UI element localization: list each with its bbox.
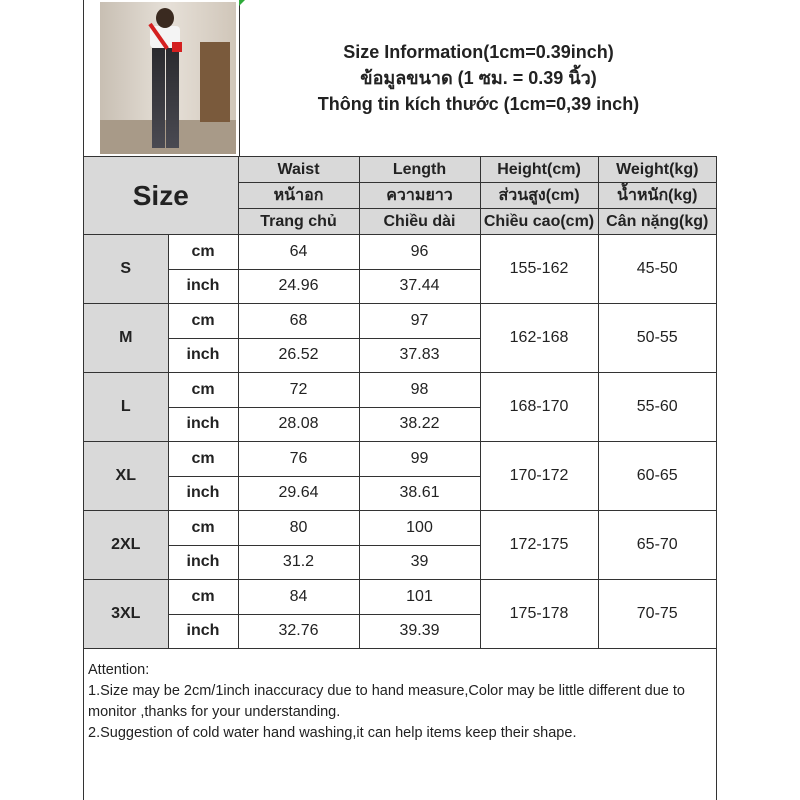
size-header: Size [84, 157, 238, 235]
size-information-title [239, 0, 717, 156]
col-height-vi: Chiều cao(cm) [480, 209, 598, 235]
length-cm: 97 [359, 304, 480, 339]
length-inch: 39.39 [359, 614, 480, 649]
table-row [84, 580, 716, 615]
height-range: 155-162 [480, 235, 598, 304]
col-weight-vi: Cân nặng(kg) [598, 209, 716, 235]
length-cm: 101 [359, 580, 480, 615]
table-row [84, 304, 716, 339]
title-thai: ข้อมูลขนาด (1 ซม. = 0.39 นิ้ว) [360, 68, 597, 88]
waist-inch: 26.52 [238, 338, 359, 373]
length-cm: 99 [359, 442, 480, 477]
col-length-th: ความยาว [359, 183, 480, 209]
col-height-en: Height(cm) [480, 157, 598, 183]
corner-mark [239, 0, 245, 6]
col-height-th: ส่วนสูง(cm) [480, 183, 598, 209]
height-range: 162-168 [480, 304, 598, 373]
table-row [84, 373, 716, 408]
notes-heading: Attention: [88, 662, 150, 678]
unit-cm: cm [168, 304, 238, 339]
note-line-2: 2.Suggestion of cold water hand washing,it can help items keep their shape. [88, 725, 577, 741]
size-label: 2XL [84, 511, 168, 580]
unit-inch: inch [168, 269, 238, 304]
size-table [84, 156, 716, 649]
size-label: L [84, 373, 168, 442]
weight-range: 65-70 [598, 511, 716, 580]
waist-inch: 24.96 [238, 269, 359, 304]
height-range: 172-175 [480, 511, 598, 580]
unit-inch: inch [168, 614, 238, 649]
unit-inch: inch [168, 407, 238, 442]
waist-cm: 64 [238, 235, 359, 270]
length-inch: 37.83 [359, 338, 480, 373]
col-length-vi: Chiều dài [359, 209, 480, 235]
height-range: 168-170 [480, 373, 598, 442]
weight-range: 50-55 [598, 304, 716, 373]
unit-cm: cm [168, 511, 238, 546]
title-english: Size Information(1cm=0.39inch) [343, 42, 614, 62]
weight-range: 70-75 [598, 580, 716, 649]
size-label: XL [84, 442, 168, 511]
weight-range: 45-50 [598, 235, 716, 304]
size-label: M [84, 304, 168, 373]
height-range: 170-172 [480, 442, 598, 511]
waist-inch: 29.64 [238, 476, 359, 511]
unit-inch: inch [168, 338, 238, 373]
waist-cm: 80 [238, 511, 359, 546]
unit-inch: inch [168, 476, 238, 511]
length-inch: 38.22 [359, 407, 480, 442]
length-cm: 96 [359, 235, 480, 270]
length-cm: 98 [359, 373, 480, 408]
waist-cm: 68 [238, 304, 359, 339]
length-inch: 39 [359, 545, 480, 580]
col-waist-vi: Trang chủ [238, 209, 359, 235]
weight-range: 60-65 [598, 442, 716, 511]
length-inch: 38.61 [359, 476, 480, 511]
weight-range: 55-60 [598, 373, 716, 442]
length-inch: 37.44 [359, 269, 480, 304]
waist-cm: 84 [238, 580, 359, 615]
waist-cm: 76 [238, 442, 359, 477]
unit-cm: cm [168, 580, 238, 615]
size-label: 3XL [84, 580, 168, 649]
header-section [84, 0, 716, 157]
title-vietnamese: Thông tin kích thước (1cm=0,39 inch) [317, 94, 640, 114]
unit-cm: cm [168, 373, 238, 408]
col-waist-en: Waist [238, 157, 359, 183]
col-waist-th: หน้าอก [238, 183, 359, 209]
table-row [84, 235, 716, 270]
waist-cm: 72 [238, 373, 359, 408]
product-photo [100, 2, 236, 154]
note-line-1: 1.Size may be 2cm/1inch inaccuracy due to hand measure,Color may be little different due to monitor ,thanks for your understanding. [88, 683, 685, 720]
unit-cm: cm [168, 235, 238, 270]
table-row [84, 511, 716, 546]
col-weight-th: น้ำหนัก(kg) [598, 183, 716, 209]
height-range: 175-178 [480, 580, 598, 649]
col-weight-en: Weight(kg) [598, 157, 716, 183]
waist-inch: 32.76 [238, 614, 359, 649]
size-label: S [84, 235, 168, 304]
table-row [84, 442, 716, 477]
col-length-en: Length [359, 157, 480, 183]
waist-inch: 28.08 [238, 407, 359, 442]
attention-notes [88, 660, 714, 744]
waist-inch: 31.2 [238, 545, 359, 580]
length-cm: 100 [359, 511, 480, 546]
unit-cm: cm [168, 442, 238, 477]
unit-inch: inch [168, 545, 238, 580]
size-chart-sheet [83, 0, 717, 800]
